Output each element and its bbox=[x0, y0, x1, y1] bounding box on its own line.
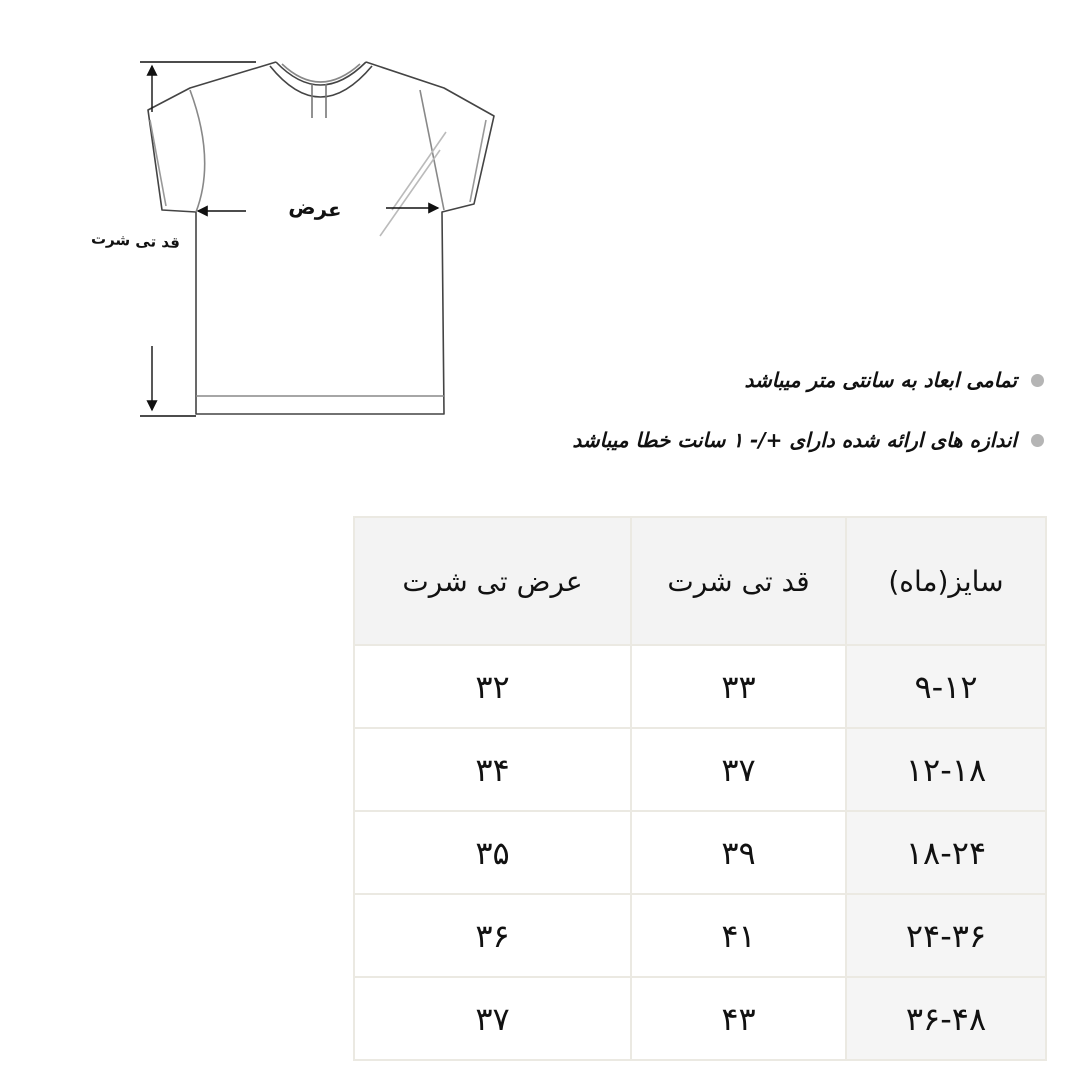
size-cell: ۳۶-۴۸ bbox=[846, 977, 1046, 1060]
table-row bbox=[354, 977, 1046, 1060]
note-item bbox=[524, 420, 1044, 460]
tshirt-icon bbox=[0, 0, 560, 460]
table-header-row bbox=[354, 517, 1046, 645]
length-cell: ۴۱ bbox=[631, 894, 846, 977]
table-row bbox=[354, 645, 1046, 728]
size-table bbox=[353, 516, 1047, 1061]
header-size: سایز(ماه) bbox=[846, 517, 1046, 645]
width-cell: ۳۲ bbox=[354, 645, 631, 728]
bullet-dot-icon bbox=[1031, 434, 1044, 447]
table-row bbox=[354, 894, 1046, 977]
size-cell: ۱۲-۱۸ bbox=[846, 728, 1046, 811]
table-row bbox=[354, 811, 1046, 894]
table-row bbox=[354, 728, 1046, 811]
size-cell: ۹-۱۲ bbox=[846, 645, 1046, 728]
length-cell: ۳۳ bbox=[631, 645, 846, 728]
length-cell: ۴۳ bbox=[631, 977, 846, 1060]
note-text: اندازه های ارائه شده دارای +/- ۱ سانت خطا میباشد bbox=[572, 428, 1017, 452]
size-cell: ۲۴-۳۶ bbox=[846, 894, 1046, 977]
length-cell: ۳۹ bbox=[631, 811, 846, 894]
size-cell: ۱۸-۲۴ bbox=[846, 811, 1046, 894]
length-cell: ۳۷ bbox=[631, 728, 846, 811]
length-label: قد تی شرت bbox=[90, 229, 181, 252]
width-cell: ۳۶ bbox=[354, 894, 631, 977]
bullet-dot-icon bbox=[1031, 374, 1044, 387]
width-cell: ۳۷ bbox=[354, 977, 631, 1060]
note-item bbox=[524, 360, 1044, 400]
width-cell: ۳۴ bbox=[354, 728, 631, 811]
notes-list bbox=[524, 360, 1044, 480]
header-length: قد تی شرت bbox=[631, 517, 846, 645]
tshirt-diagram bbox=[0, 0, 560, 460]
header-width: عرض تی شرت bbox=[354, 517, 631, 645]
width-label: عرض bbox=[287, 193, 344, 223]
note-text: تمامی ابعاد به سانتی متر میباشد bbox=[744, 368, 1017, 392]
width-cell: ۳۵ bbox=[354, 811, 631, 894]
